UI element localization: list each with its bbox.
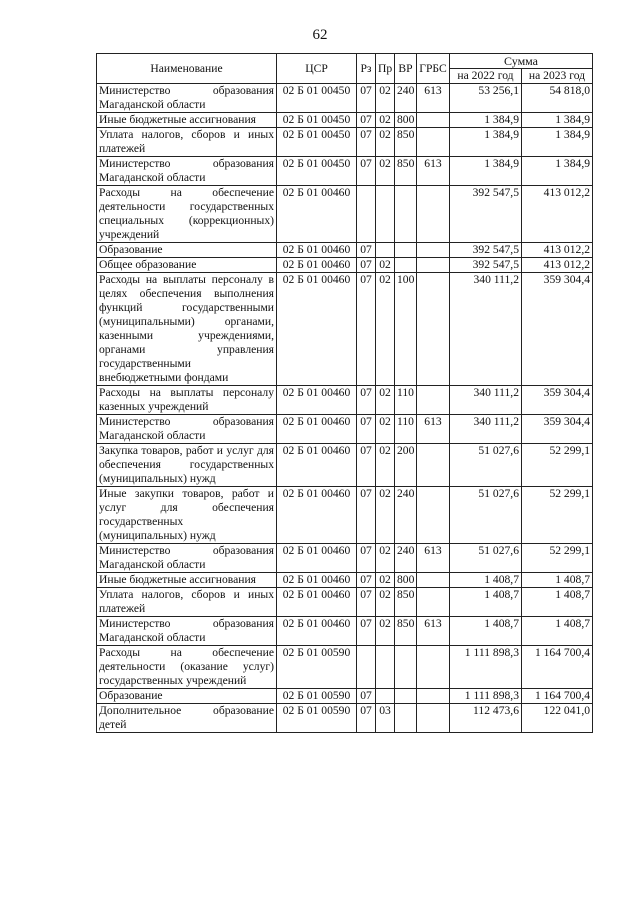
header-sum: Сумма [450, 54, 593, 69]
cell-rz: 07 [357, 689, 376, 704]
cell-grbs [417, 444, 450, 487]
cell-rz: 07 [357, 704, 376, 733]
cell-csr: 02 Б 01 00460 [277, 544, 357, 573]
cell-name: Уплата налогов, сборов и иных платежей [97, 588, 277, 617]
cell-vr: 240 [395, 84, 417, 113]
cell-grbs: 613 [417, 415, 450, 444]
cell-name: Министерство образования Магаданской области [97, 544, 277, 573]
cell-rz: 07 [357, 617, 376, 646]
cell-name: Расходы на обеспечение деятельности (оказание услуг) государственных учреждений [97, 646, 277, 689]
table-row [97, 128, 593, 157]
cell-pr [376, 186, 395, 243]
cell-pr: 02 [376, 544, 395, 573]
table-row [97, 617, 593, 646]
cell-csr: 02 Б 01 00460 [277, 243, 357, 258]
cell-pr: 02 [376, 487, 395, 544]
cell-grbs [417, 243, 450, 258]
header-rz: Рз [357, 54, 376, 84]
cell-y2023: 359 304,4 [522, 415, 593, 444]
cell-y2023: 54 818,0 [522, 84, 593, 113]
cell-y2022: 392 547,5 [450, 258, 522, 273]
cell-grbs: 613 [417, 84, 450, 113]
cell-name: Иные закупки товаров, работ и услуг для обеспечения государственных (муниципальных) нужд [97, 487, 277, 544]
header-2023: на 2023 год [522, 69, 593, 84]
cell-rz [357, 186, 376, 243]
cell-csr: 02 Б 01 00460 [277, 386, 357, 415]
cell-vr: 850 [395, 157, 417, 186]
cell-y2022: 51 027,6 [450, 487, 522, 544]
cell-pr: 02 [376, 573, 395, 588]
cell-y2022: 1 408,7 [450, 573, 522, 588]
page-number: 62 [312, 27, 328, 43]
cell-csr: 02 Б 01 00460 [277, 444, 357, 487]
cell-y2022: 392 547,5 [450, 243, 522, 258]
cell-pr [376, 646, 395, 689]
cell-vr: 110 [395, 386, 417, 415]
header-csr: ЦСР [277, 54, 357, 84]
cell-vr [395, 646, 417, 689]
cell-name: Дополнительное образование детей [97, 704, 277, 733]
cell-csr: 02 Б 01 00460 [277, 573, 357, 588]
cell-y2023: 1 408,7 [522, 573, 593, 588]
header-name: Наименование [97, 54, 277, 84]
cell-grbs [417, 258, 450, 273]
cell-rz: 07 [357, 157, 376, 186]
table-row [97, 544, 593, 573]
cell-name: Иные бюджетные ассигнования [97, 113, 277, 128]
cell-y2023: 1 164 700,4 [522, 689, 593, 704]
cell-y2023: 52 299,1 [522, 444, 593, 487]
cell-vr: 240 [395, 544, 417, 573]
cell-grbs [417, 704, 450, 733]
cell-y2022: 340 111,2 [450, 415, 522, 444]
cell-y2023: 413 012,2 [522, 258, 593, 273]
table-row [97, 84, 593, 113]
cell-csr: 02 Б 01 00460 [277, 588, 357, 617]
cell-grbs [417, 273, 450, 386]
cell-y2023: 1 408,7 [522, 588, 593, 617]
cell-y2022: 1 384,9 [450, 157, 522, 186]
cell-rz: 07 [357, 258, 376, 273]
cell-csr: 02 Б 01 00460 [277, 186, 357, 243]
cell-vr [395, 258, 417, 273]
cell-name: Расходы на выплаты персоналу в целях обеспечения выполнения функций государственными (муниципальными) органами, казенными учреждениями, органами управления государственными внебюджетными фондами [97, 273, 277, 386]
cell-rz [357, 646, 376, 689]
cell-y2023: 359 304,4 [522, 386, 593, 415]
cell-csr: 02 Б 01 00450 [277, 157, 357, 186]
cell-csr: 02 Б 01 00460 [277, 273, 357, 386]
cell-pr: 02 [376, 444, 395, 487]
cell-y2022: 112 473,6 [450, 704, 522, 733]
table-row [97, 487, 593, 544]
cell-rz: 07 [357, 84, 376, 113]
cell-y2022: 51 027,6 [450, 544, 522, 573]
cell-pr: 02 [376, 617, 395, 646]
cell-rz: 07 [357, 273, 376, 386]
table-row [97, 444, 593, 487]
cell-grbs [417, 113, 450, 128]
cell-vr: 850 [395, 588, 417, 617]
cell-name: Иные бюджетные ассигнования [97, 573, 277, 588]
cell-grbs [417, 386, 450, 415]
cell-y2023: 1 408,7 [522, 617, 593, 646]
cell-rz: 07 [357, 386, 376, 415]
cell-grbs [417, 487, 450, 544]
cell-pr: 02 [376, 588, 395, 617]
cell-rz: 07 [357, 444, 376, 487]
cell-grbs [417, 588, 450, 617]
header-pr: Пр [376, 54, 395, 84]
cell-vr [395, 186, 417, 243]
cell-rz: 07 [357, 487, 376, 544]
cell-name: Расходы на выплаты персоналу казенных учреждений [97, 386, 277, 415]
cell-name: Общее образование [97, 258, 277, 273]
cell-vr: 100 [395, 273, 417, 386]
cell-y2022: 51 027,6 [450, 444, 522, 487]
cell-vr [395, 704, 417, 733]
cell-csr: 02 Б 01 00460 [277, 415, 357, 444]
cell-y2023: 122 041,0 [522, 704, 593, 733]
table-row [97, 689, 593, 704]
cell-y2023: 359 304,4 [522, 273, 593, 386]
cell-vr: 110 [395, 415, 417, 444]
cell-y2022: 340 111,2 [450, 273, 522, 386]
cell-name: Образование [97, 243, 277, 258]
cell-vr: 200 [395, 444, 417, 487]
table-row [97, 186, 593, 243]
cell-vr [395, 689, 417, 704]
cell-y2022: 1 111 898,3 [450, 646, 522, 689]
cell-pr: 02 [376, 258, 395, 273]
table-row [97, 386, 593, 415]
cell-csr: 02 Б 01 00590 [277, 646, 357, 689]
cell-grbs: 613 [417, 157, 450, 186]
cell-rz: 07 [357, 573, 376, 588]
cell-y2023: 1 384,9 [522, 157, 593, 186]
cell-name: Расходы на обеспечение деятельности государственных специальных (коррекционных) учреждений [97, 186, 277, 243]
table-row [97, 157, 593, 186]
cell-vr: 850 [395, 128, 417, 157]
table-row [97, 588, 593, 617]
cell-pr: 02 [376, 386, 395, 415]
cell-rz: 07 [357, 415, 376, 444]
cell-y2022: 1 384,9 [450, 113, 522, 128]
cell-csr: 02 Б 01 00460 [277, 617, 357, 646]
cell-rz: 07 [357, 128, 376, 157]
header-grbs: ГРБС [417, 54, 450, 84]
cell-pr: 02 [376, 273, 395, 386]
budget-table [96, 53, 593, 733]
cell-y2023: 413 012,2 [522, 243, 593, 258]
table-row [97, 258, 593, 273]
cell-y2023: 1 164 700,4 [522, 646, 593, 689]
cell-vr: 240 [395, 487, 417, 544]
cell-pr: 02 [376, 113, 395, 128]
table-row [97, 113, 593, 128]
table-row [97, 704, 593, 733]
cell-grbs [417, 573, 450, 588]
cell-pr: 02 [376, 157, 395, 186]
cell-name: Министерство образования Магаданской области [97, 415, 277, 444]
cell-pr: 03 [376, 704, 395, 733]
cell-y2022: 53 256,1 [450, 84, 522, 113]
cell-y2022: 1 384,9 [450, 128, 522, 157]
cell-y2022: 1 408,7 [450, 588, 522, 617]
cell-name: Уплата налогов, сборов и иных платежей [97, 128, 277, 157]
table-row [97, 273, 593, 386]
cell-y2023: 52 299,1 [522, 487, 593, 544]
cell-pr [376, 243, 395, 258]
cell-csr: 02 Б 01 00460 [277, 258, 357, 273]
header-vr: ВР [395, 54, 417, 84]
cell-y2023: 52 299,1 [522, 544, 593, 573]
header-2022: на 2022 год [450, 69, 522, 84]
cell-rz: 07 [357, 588, 376, 617]
cell-pr: 02 [376, 415, 395, 444]
table-row [97, 243, 593, 258]
cell-csr: 02 Б 01 00450 [277, 84, 357, 113]
cell-grbs [417, 186, 450, 243]
cell-y2022: 1 111 898,3 [450, 689, 522, 704]
table-body [97, 84, 593, 733]
cell-rz: 07 [357, 243, 376, 258]
cell-pr [376, 689, 395, 704]
cell-csr: 02 Б 01 00460 [277, 487, 357, 544]
cell-grbs [417, 646, 450, 689]
cell-rz: 07 [357, 544, 376, 573]
cell-y2023: 1 384,9 [522, 113, 593, 128]
cell-name: Министерство образования Магаданской области [97, 157, 277, 186]
table-row [97, 415, 593, 444]
cell-vr: 800 [395, 573, 417, 588]
cell-grbs [417, 689, 450, 704]
cell-csr: 02 Б 01 00590 [277, 689, 357, 704]
cell-vr: 800 [395, 113, 417, 128]
cell-y2023: 413 012,2 [522, 186, 593, 243]
cell-csr: 02 Б 01 00450 [277, 128, 357, 157]
cell-y2022: 1 408,7 [450, 617, 522, 646]
cell-y2022: 340 111,2 [450, 386, 522, 415]
cell-vr: 850 [395, 617, 417, 646]
cell-grbs [417, 128, 450, 157]
cell-name: Закупка товаров, работ и услуг для обеспечения государственных (муниципальных) нужд [97, 444, 277, 487]
cell-y2022: 392 547,5 [450, 186, 522, 243]
cell-pr: 02 [376, 128, 395, 157]
cell-grbs: 613 [417, 544, 450, 573]
cell-name: Министерство образования Магаданской области [97, 84, 277, 113]
cell-csr: 02 Б 01 00450 [277, 113, 357, 128]
cell-csr: 02 Б 01 00590 [277, 704, 357, 733]
cell-y2023: 1 384,9 [522, 128, 593, 157]
cell-pr: 02 [376, 84, 395, 113]
cell-rz: 07 [357, 113, 376, 128]
table-row [97, 573, 593, 588]
cell-vr [395, 243, 417, 258]
table-row [97, 646, 593, 689]
cell-name: Министерство образования Магаданской области [97, 617, 277, 646]
cell-grbs: 613 [417, 617, 450, 646]
cell-name: Образование [97, 689, 277, 704]
